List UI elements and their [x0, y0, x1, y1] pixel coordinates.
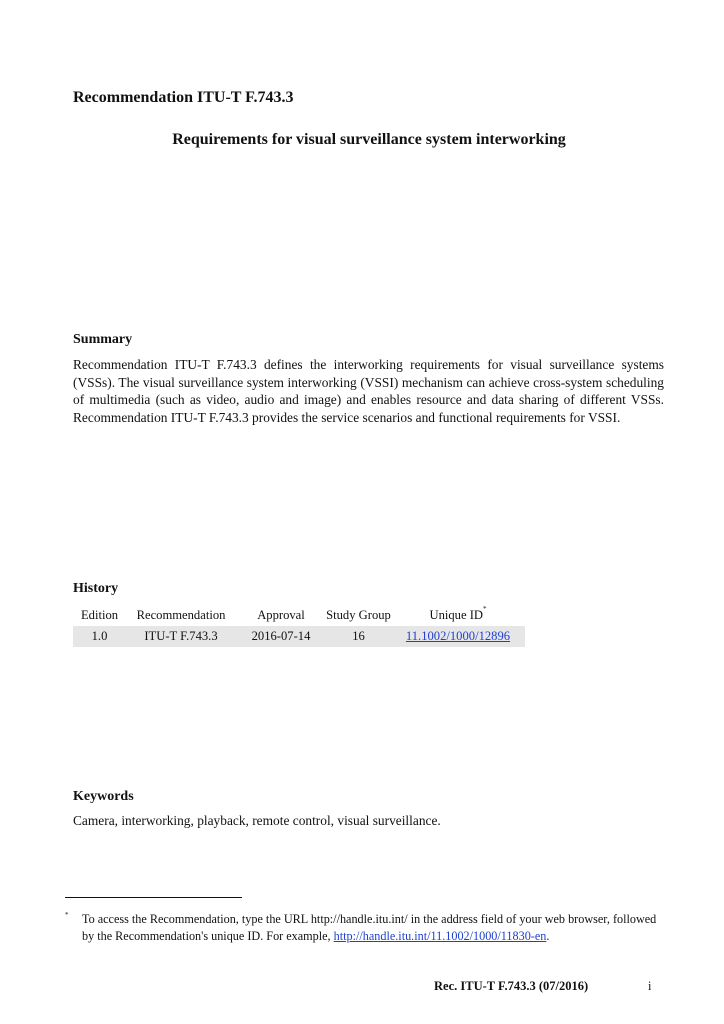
cell-study-group: 16: [352, 629, 365, 643]
footnote-marker-ref: *: [483, 604, 487, 613]
document-title: Requirements for visual surveillance system interworking: [172, 131, 566, 148]
summary-paragraph: Recommendation ITU-T F.743.3 defines the interworking requirements for visual surveillance systems (VSSs). The visual surveillance system interworking (VSSI) mechanism can achieve cross-system scheduling of multimedia (such as video, audio and image) and enables resource and data sharing of different VSSs. Recommendation ITU-T F.743.3 provides the service scenarios and functional requirements for VSSI.: [73, 357, 664, 425]
col-header-approval: Approval: [257, 608, 305, 622]
history-table: [73, 605, 525, 647]
footer-reference: Rec. ITU-T F.743.3 (07/2016): [434, 979, 589, 993]
keywords-list: Camera, interworking, playback, remote control, visual surveillance.: [73, 813, 441, 828]
summary-heading: Summary: [73, 332, 133, 347]
col-header-unique-id: [391, 605, 525, 626]
footnote-text-before: To access the Recommendation, type the URL http://handle.itu.int/ in the address field of your web browser, followed by the Recommendation's unique ID. For example,: [82, 912, 657, 943]
history-header-row: [73, 605, 525, 626]
cell-approval: 2016-07-14: [251, 629, 311, 643]
col-header-recommendation: Recommendation: [136, 608, 226, 622]
keywords-heading: Keywords: [73, 789, 134, 804]
unique-id-label: Unique ID: [429, 608, 483, 623]
col-header-study-group: Study Group: [326, 608, 391, 622]
col-header-edition: Edition: [80, 608, 119, 622]
cell-recommendation: ITU-T F.743.3: [144, 629, 218, 643]
history-heading: History: [73, 581, 119, 596]
unique-id-link[interactable]: 11.1002/1000/12896: [405, 629, 511, 643]
footnote-divider: [65, 897, 242, 898]
recommendation-heading: Recommendation ITU-T F.743.3: [73, 89, 294, 106]
footnote-text-after: .: [546, 929, 550, 943]
cell-unique-id: [391, 626, 525, 647]
footnote-marker: *: [65, 911, 69, 919]
table-row: [73, 626, 525, 647]
footnote-text: [82, 911, 660, 945]
cell-edition: 1.0: [91, 629, 108, 643]
footnote-example-link[interactable]: http://handle.itu.int/11.1002/1000/11830-en: [333, 929, 547, 943]
page-number: i: [648, 979, 652, 993]
